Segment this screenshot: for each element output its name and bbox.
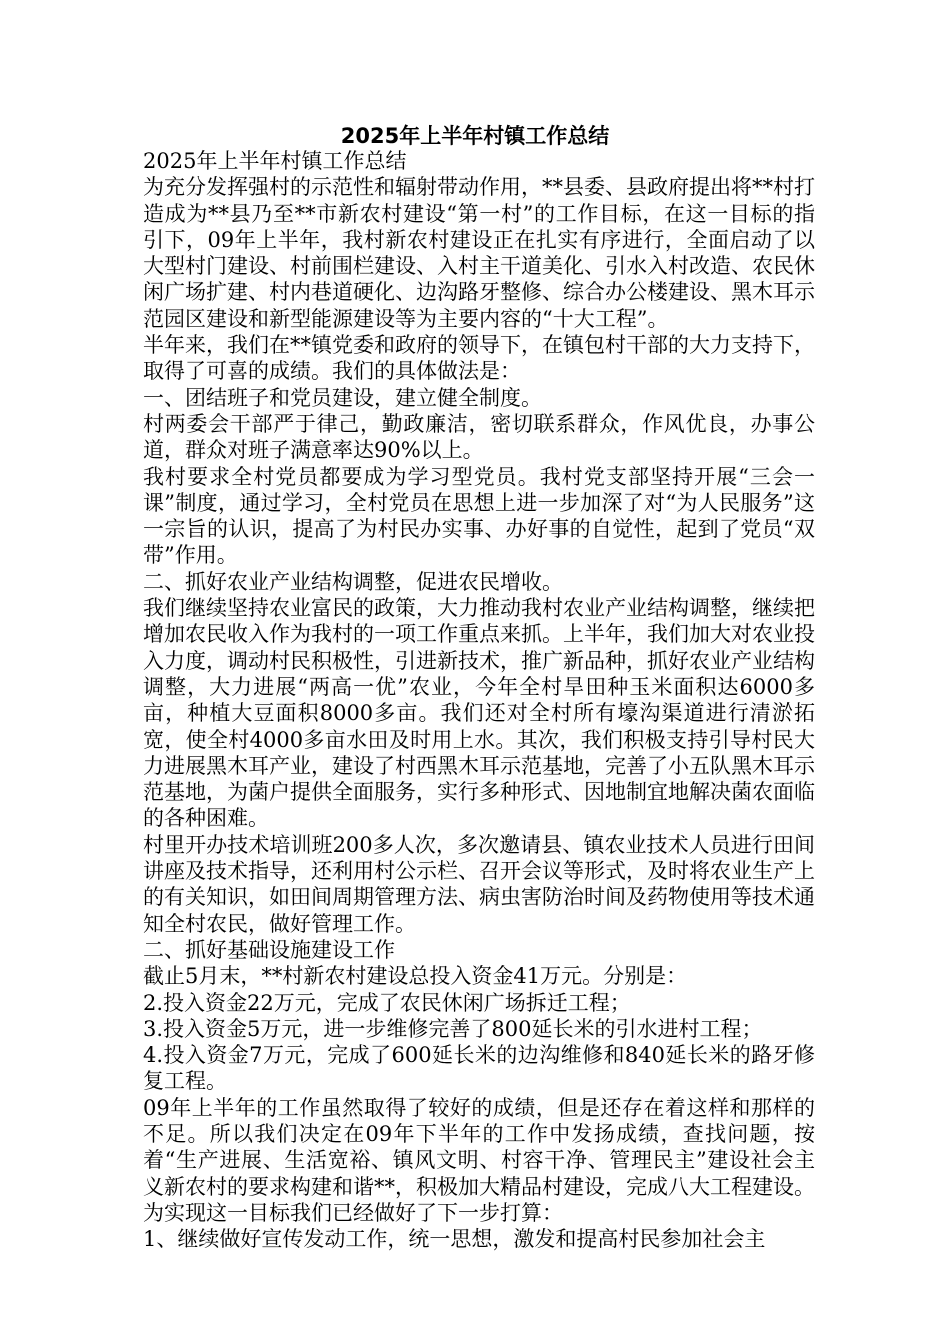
paragraph-intro: 为充分发挥强村的示范性和辐射带动作用，**县委、县政府提出将**村打造成为**县乃至**市新农村建设“第一村”的工作目标，在这一目标的指引下，09年上半年，我村新农村建设正在扎实有序进行，全面启动了以大型村门建设、村前围栏建设、入村主干道美化、引水入村改造、农民休闲广场扩建、村内巷道硬化、边沟路牙整修、综合办公楼建设、黑木耳示范园区建设和新型能源建设等为主要内容的“十大工程”。 xyxy=(143,175,815,331)
section-heading-1: 一、团结班子和党员建设，建立健全制度。 xyxy=(143,385,542,410)
paragraph: 我村要求全村党员都要成为学习型党员。我村党支部坚持开展“三会一课”制度，通过学习，全村党员在思想上进一步加深了对“为人民服务”这一宗旨的认识，提高了为村民办实事、办好事的自觉性，起到了党员“双带”作用。 xyxy=(143,464,815,568)
paragraph-summary: 半年来，我们在**镇党委和政府的领导下，在镇包村干部的大力支持下，取得了可喜的成绩。我们的具体做法是： xyxy=(143,333,815,384)
section-heading-2: 二、抓好农业产业结构调整，促进农民增收。 xyxy=(143,569,563,594)
list-item: 3.投入资金5万元，进一步维修完善了800延长米的引水进村工程； xyxy=(143,1016,763,1041)
paragraph: 村里开办技术培训班200多人次，多次邀请县、镇农业技术人员进行田间讲座及技术指导，还利用村公示栏、召开会议等形式，及时将农业生产上的有关知识，如田间周期管理方法、病虫害防治时间及药物使用等技术通知全村农民，做好管理工作。 xyxy=(143,832,815,936)
list-item: 4.投入资金7万元，完成了600延长米的边沟维修和840延长米的路牙修复工程。 xyxy=(143,1043,815,1094)
paragraph: 截止5月末，**村新农村建设总投入资金41万元。分别是： xyxy=(143,964,688,989)
paragraph: 09年上半年的工作虽然取得了较好的成绩，但是还存在着这样和那样的不足。所以我们决定在09年下半年的工作中发扬成绩，查找问题，按着“生产进展、生活宽裕、镇风文明、村容干净、管理民主”建设社会主义新农村的要求构建和谐**，积极加大精品村建设，完成八大工程建设。为实现这一目标我们已经做好了下一步打算： xyxy=(143,1095,815,1225)
paragraph: 村两委会干部严于律己，勤政廉洁，密切联系群众，作风优良，办事公道，群众对班子满意率达90%以上。 xyxy=(143,411,815,463)
paragraph: 我们继续坚持农业富民的政策，大力推动我村农业产业结构调整，继续把增加农民收入作为我村的一项工作重点来抓。上半年，我们加大对农业投入力度，调动村民积极性，引进新技术，推广新品种，抓好农业产业结构调整，大力进展“两高一优”农业，今年全村旱田种玉米面积达6000多亩，种植大豆面积8000多亩。我们还对全村所有壕沟渠道进行清淤拓宽，使全村4000多亩水田及时用上水。其次，我们积极支持引导村民大力进展黑木耳产业，建设了村西黑木耳示范基地，完善了小五队黑木耳示范基地，为菌户提供全面服务，实行多种形式、因地制宜地解决菌农面临的各种困难。 xyxy=(143,596,815,831)
list-item: 2.投入资金22万元，完成了农民休闲广场拆迁工程； xyxy=(143,990,631,1015)
list-item: 1、继续做好宣传发动工作，统一思想，激发和提高村民参加社会主 xyxy=(143,1227,766,1252)
document-body xyxy=(143,148,815,1252)
document-title: 2025年上半年村镇工作总结 xyxy=(340,124,610,148)
paragraph-subtitle: 2025年上半年村镇工作总结 xyxy=(143,149,407,173)
section-heading-3: 二、抓好基础设施建设工作 xyxy=(143,937,395,962)
